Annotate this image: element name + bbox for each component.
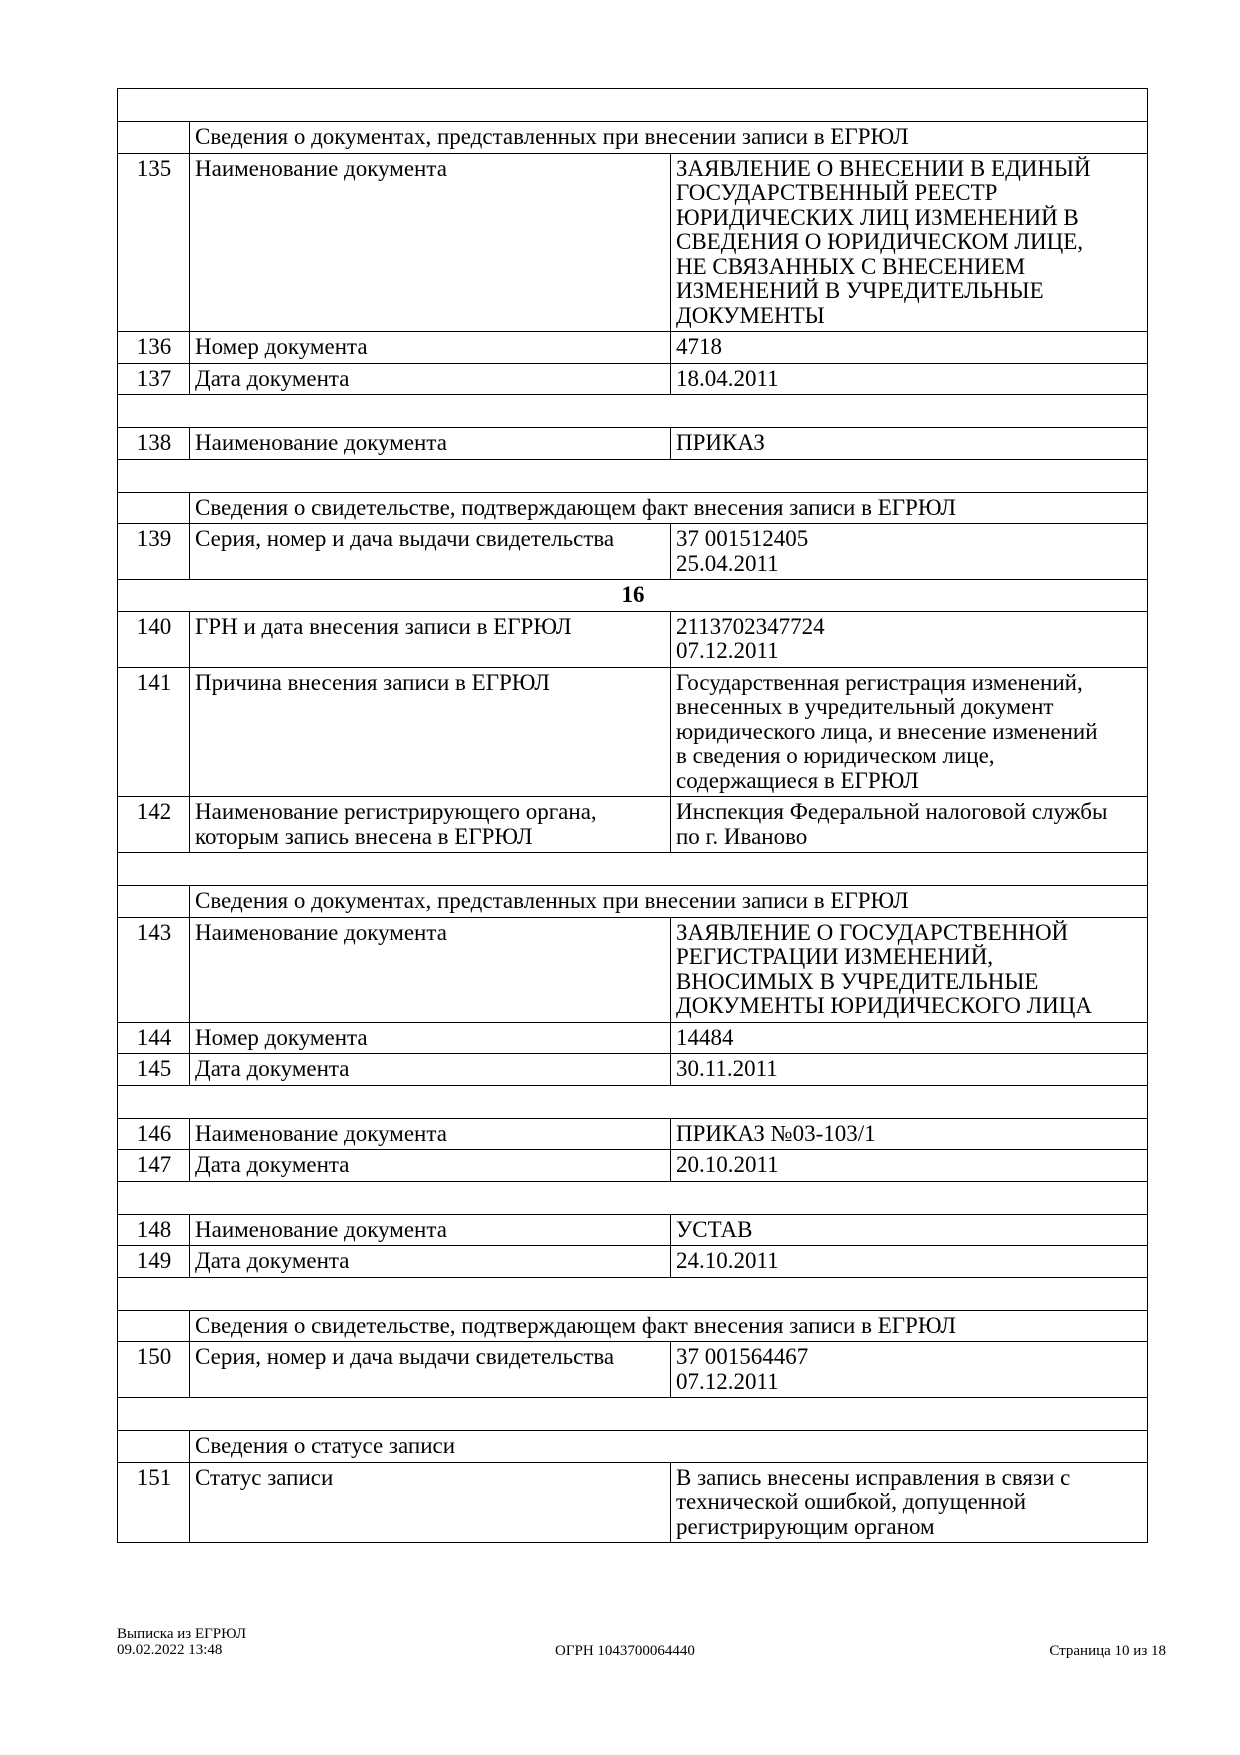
field-name: Дата документа [190, 1150, 671, 1182]
footer-datetime: 09.02.2022 13:48 [117, 1642, 223, 1658]
field-value: 4718 [671, 332, 1148, 364]
field-value: 2113702347724 07.12.2011 [671, 611, 1148, 667]
empty-row [118, 1181, 1148, 1214]
table-row [118, 917, 1148, 1022]
row-number: 145 [118, 1054, 190, 1086]
row-number: 151 [118, 1462, 190, 1543]
table-row [118, 1150, 1148, 1182]
row-number: 135 [118, 153, 190, 332]
empty-cell [118, 1398, 1148, 1431]
field-value: УСТАВ [671, 1214, 1148, 1246]
field-name: Наименование документа [190, 1118, 671, 1150]
record-group-number: 16 [118, 580, 1148, 612]
empty-cell [118, 395, 1148, 428]
row-number: 147 [118, 1150, 190, 1182]
section-title: Сведения о свидетельстве, подтверждающем факт внесения записи в ЕГРЮЛ [190, 492, 1148, 524]
row-number: 139 [118, 524, 190, 580]
table-row [118, 1462, 1148, 1543]
row-number: 144 [118, 1022, 190, 1054]
section-num-cell [118, 1310, 190, 1342]
row-number: 142 [118, 797, 190, 853]
field-name: Номер документа [190, 1022, 671, 1054]
table-row [118, 1214, 1148, 1246]
field-value: 37 001564467 07.12.2011 [671, 1342, 1148, 1398]
field-value: ПРИКАЗ №03-103/1 [671, 1118, 1148, 1150]
field-value: 24.10.2011 [671, 1246, 1148, 1278]
empty-cell [118, 853, 1148, 886]
field-name: Номер документа [190, 332, 671, 364]
empty-row [118, 1398, 1148, 1431]
field-name: Наименование документа [190, 1214, 671, 1246]
row-number: 137 [118, 363, 190, 395]
table-row [118, 1022, 1148, 1054]
field-value: ЗАЯВЛЕНИЕ О ГОСУДАРСТВЕННОЙ РЕГИСТРАЦИИ ИЗМЕНЕНИЙ, ВНОСИМЫХ В УЧРЕДИТЕЛЬНЫЕ ДОКУМЕНТЫ ЮРИДИЧЕСКОГО ЛИЦА [671, 917, 1148, 1022]
row-number: 136 [118, 332, 190, 364]
footer-ogrn: ОГРН 1043700064440 [555, 1643, 695, 1659]
empty-cell [118, 1277, 1148, 1310]
row-number: 138 [118, 428, 190, 460]
field-name: Дата документа [190, 1054, 671, 1086]
empty-row [118, 395, 1148, 428]
table-row [118, 363, 1148, 395]
table-row [118, 1054, 1148, 1086]
record-group-row [118, 580, 1148, 612]
footer-left [117, 1626, 246, 1658]
empty-cell [118, 89, 1148, 122]
field-value: ЗАЯВЛЕНИЕ О ВНЕСЕНИИ В ЕДИНЫЙ ГОСУДАРСТВЕННЫЙ РЕЕСТР ЮРИДИЧЕСКИХ ЛИЦ ИЗМЕНЕНИЙ В СВЕДЕНИЯ О ЮРИДИЧЕСКОМ ЛИЦЕ, НЕ СВЯЗАННЫХ С ВНЕСЕНИЕМ ИЗМЕНЕНИЙ В УЧРЕДИТЕЛЬНЫЕ ДОКУМЕНТЫ [671, 153, 1148, 332]
field-name: ГРН и дата внесения записи в ЕГРЮЛ [190, 611, 671, 667]
section-header-row [118, 122, 1148, 154]
field-name: Серия, номер и дача выдачи свидетельства [190, 1342, 671, 1398]
section-header-row [118, 886, 1148, 918]
table-row [118, 667, 1148, 797]
empty-row [118, 1085, 1148, 1118]
field-name: Дата документа [190, 1246, 671, 1278]
empty-row [118, 853, 1148, 886]
section-title: Сведения о свидетельстве, подтверждающем факт внесения записи в ЕГРЮЛ [190, 1310, 1148, 1342]
row-number: 146 [118, 1118, 190, 1150]
table-row [118, 1342, 1148, 1398]
field-value: 30.11.2011 [671, 1054, 1148, 1086]
table-row [118, 611, 1148, 667]
row-number: 149 [118, 1246, 190, 1278]
section-num-cell [118, 492, 190, 524]
field-name: Наименование документа [190, 917, 671, 1022]
empty-row [118, 1277, 1148, 1310]
section-header-row [118, 1431, 1148, 1463]
section-num-cell [118, 122, 190, 154]
section-header-row [118, 492, 1148, 524]
section-num-cell [118, 1431, 190, 1463]
field-value: 14484 [671, 1022, 1148, 1054]
field-value: Государственная регистрация изменений, внесенных в учредительный документ юридического лица, и внесение изменений в сведения о юридическом лице, содержащиеся в ЕГРЮЛ [671, 667, 1148, 797]
egrul-extract-table [117, 88, 1148, 1543]
field-value: 20.10.2011 [671, 1150, 1148, 1182]
field-value: Инспекция Федеральной налоговой службы по г. Иваново [671, 797, 1148, 853]
field-name: Наименование документа [190, 153, 671, 332]
section-title: Сведения о документах, представленных при внесении записи в ЕГРЮЛ [190, 122, 1148, 154]
table-row [118, 1118, 1148, 1150]
footer-doc-title: Выписка из ЕГРЮЛ [117, 1626, 246, 1642]
field-name: Серия, номер и дача выдачи свидетельства [190, 524, 671, 580]
empty-cell [118, 1085, 1148, 1118]
section-num-cell [118, 886, 190, 918]
section-title: Сведения о статусе записи [190, 1431, 1148, 1463]
table-row [118, 524, 1148, 580]
row-number: 143 [118, 917, 190, 1022]
row-number: 141 [118, 667, 190, 797]
field-name: Наименование документа [190, 428, 671, 460]
table-row [118, 428, 1148, 460]
table-row [118, 797, 1148, 853]
field-value: 37 001512405 25.04.2011 [671, 524, 1148, 580]
footer-page-number: Страница 10 из 18 [1049, 1643, 1166, 1659]
row-number: 150 [118, 1342, 190, 1398]
table-row [118, 332, 1148, 364]
empty-row [118, 459, 1148, 492]
empty-row [118, 89, 1148, 122]
row-number: 140 [118, 611, 190, 667]
field-value: ПРИКАЗ [671, 428, 1148, 460]
table-row [118, 153, 1148, 332]
field-name: Статус записи [190, 1462, 671, 1543]
field-name: Наименование регистрирующего органа, которым запись внесена в ЕГРЮЛ [190, 797, 671, 853]
field-name: Причина внесения записи в ЕГРЮЛ [190, 667, 671, 797]
table-row [118, 1246, 1148, 1278]
empty-cell [118, 1181, 1148, 1214]
empty-cell [118, 459, 1148, 492]
field-value: В запись внесены исправления в связи с технической ошибкой, допущенной регистрирующим органом [671, 1462, 1148, 1543]
row-number: 148 [118, 1214, 190, 1246]
section-title: Сведения о документах, представленных при внесении записи в ЕГРЮЛ [190, 886, 1148, 918]
section-header-row [118, 1310, 1148, 1342]
table-body [118, 89, 1148, 1543]
field-name: Дата документа [190, 363, 671, 395]
field-value: 18.04.2011 [671, 363, 1148, 395]
